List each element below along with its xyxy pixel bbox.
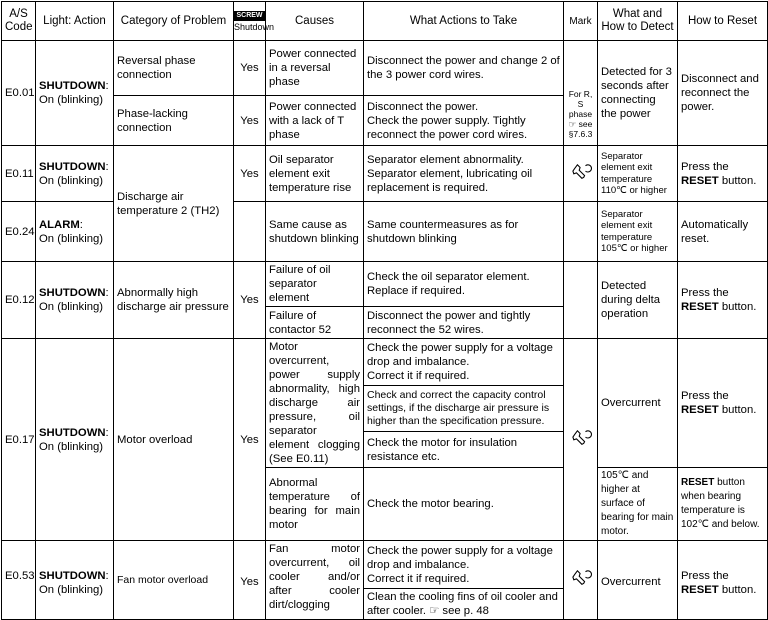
cell-detect: Overcurrent — [598, 339, 678, 468]
light-mode: On (blinking) — [39, 94, 104, 106]
cell-action: Check the oil separator element. Replace if required. — [364, 262, 564, 307]
cell-detect: Detected during delta operation — [598, 262, 678, 339]
cell-code: E0.53 — [2, 541, 36, 620]
cell-code: E0.12 — [2, 262, 36, 339]
header-actions: What Actions to Take — [364, 2, 564, 41]
cell-code: E0.17 — [2, 339, 36, 541]
cell-code: E0.11 — [2, 146, 36, 202]
cell-cause: Oil separator element exit temperature rise — [266, 146, 364, 202]
cell-light: ALARM: On (blinking) — [36, 202, 114, 262]
reset-text: Press the — [681, 390, 729, 402]
wrench-icon — [572, 163, 590, 181]
light-state: ALARM — [39, 218, 80, 231]
cell-mark — [564, 262, 598, 339]
cell-shutdown — [234, 202, 266, 262]
reset-text: button. — [721, 174, 757, 187]
cell-category: Fan motor overload — [114, 541, 234, 620]
cell-reset — [678, 468, 768, 541]
action-text: Correct it if required. — [367, 572, 470, 585]
reset-text: button. — [721, 584, 757, 596]
cell-action: Same countermeasures as for shutdown blinking — [364, 202, 564, 262]
wrench-icon — [572, 569, 590, 587]
header-row — [2, 2, 768, 41]
light-state: SHUTDOWN — [39, 160, 106, 173]
header-detect: What and How to Detect — [598, 2, 678, 41]
cell-light: SHUTDOWN: On (blinking) — [36, 339, 114, 541]
cell-cause: Fan motor overcurrent, oil cooler and/or after cooler dirt/clogging — [266, 541, 364, 620]
cell-mark — [564, 339, 598, 541]
cell-mark-note: For R, S phase ☞ see §7.6.3 — [564, 41, 598, 146]
cell-action: Check and correct the capacity control settings, if the discharge air pressure is higher than the specification pressure. — [364, 386, 564, 432]
cell-reset — [678, 541, 768, 620]
action-text: Check the power supply. Tightly reconnect the power cord wires. — [367, 114, 528, 141]
cell-detect: Overcurrent — [598, 541, 678, 620]
cell-cause: Abnormal temperature of bearing for main motor — [266, 468, 364, 541]
cell-shutdown: Yes — [234, 339, 266, 541]
cell-cause: Same cause as shutdown blinking — [266, 202, 364, 262]
wrench-icon — [572, 429, 590, 447]
light-mode: On (blinking) — [39, 301, 104, 313]
header-causes: Causes — [266, 2, 364, 41]
cell-detect: Separator element exit temperature 110℃ or higher — [598, 146, 678, 202]
reset-key: RESET — [681, 404, 719, 416]
cell-reset — [678, 262, 768, 339]
cell-cause: Failure of oil separator element — [266, 262, 364, 307]
cell-shutdown: Yes — [234, 96, 266, 146]
light-state: SHUTDOWN — [39, 426, 106, 439]
header-shutdown — [234, 2, 275, 41]
header-category: Category of Problem — [114, 2, 234, 41]
cell-action: Disconnect the power and tightly reconnect the 52 wires. — [364, 307, 564, 339]
header-reset: How to Reset — [678, 2, 768, 41]
cell-category: Phase-lacking connection — [114, 96, 234, 146]
header-light: Light: Action — [36, 2, 114, 41]
light-state: SHUTDOWN — [39, 287, 106, 299]
cell-detect: Separator element exit temperature 105℃ or higher — [598, 202, 678, 262]
cell-action: Check the motor bearing. — [364, 468, 564, 541]
cell-cause: Power connected with a lack of T phase — [266, 96, 364, 146]
reset-text: button. — [721, 301, 757, 313]
light-mode: On (blinking) — [39, 232, 104, 245]
cell-shutdown: Yes — [234, 146, 266, 202]
cell-mark — [564, 146, 598, 202]
light-mode: On (blinking) — [39, 440, 104, 453]
cell-code: E0.01 — [2, 41, 36, 146]
light-state: SHUTDOWN — [39, 570, 106, 582]
action-text: Correct it if required. — [367, 370, 470, 383]
table-row — [2, 41, 768, 96]
cell-action — [364, 96, 564, 146]
reset-text: Press the — [681, 160, 729, 173]
cell-cause: Failure of contactor 52 — [266, 307, 364, 339]
cell-mark — [564, 541, 598, 620]
cell-reset — [678, 339, 768, 468]
cell-category: Abnormally high discharge air pressure — [114, 262, 234, 339]
table-row — [2, 262, 768, 307]
cell-cause: Motor overcurrent, power supply abnormality, high discharge air pressure, oil separator element clogging (See E0.11) — [266, 339, 364, 468]
cell-action: Disconnect the power and change 2 of the 3 power cord wires. — [364, 41, 564, 96]
cell-action — [364, 541, 564, 589]
cell-action — [364, 339, 564, 386]
cell-detect: Detected for 3 seconds after connecting the power — [598, 41, 678, 146]
cell-reset: Disconnect and reconnect the power. — [678, 41, 768, 146]
cell-light: SHUTDOWN: On (blinking) — [36, 262, 114, 339]
table-row — [2, 541, 768, 589]
light-state: SHUTDOWN — [39, 80, 106, 92]
cell-detect: 105℃ and higher at surface of bearing for main motor. — [598, 468, 678, 541]
cell-shutdown: Yes — [234, 262, 266, 339]
reset-key: RESET — [681, 584, 719, 596]
action-text: Check the power supply for a voltage drop and imbalance. — [367, 544, 553, 571]
cell-action: Clean the cooling fins of oil cooler and after cooler. ☞ see p. 48 — [364, 589, 564, 620]
cell-cause: Power connected in a reversal phase — [266, 41, 364, 96]
table-row — [2, 146, 768, 202]
table-row — [2, 339, 768, 386]
cell-category: Reversal phase connection — [114, 41, 234, 96]
action-text: Disconnect the power. — [367, 100, 479, 113]
reset-text: Press the — [681, 287, 729, 299]
cell-light: SHUTDOWN: On (blinking) — [36, 541, 114, 620]
cell-code: E0.24 — [2, 202, 36, 262]
cell-shutdown: Yes — [234, 41, 266, 96]
cell-shutdown: Yes — [234, 541, 266, 620]
light-mode: On (blinking) — [39, 174, 104, 187]
header-mark: Mark — [564, 2, 598, 41]
reset-text: button. — [721, 404, 757, 416]
light-mode: On (blinking) — [39, 584, 104, 596]
screw-logo: SCREW — [236, 12, 263, 19]
cell-mark — [564, 202, 598, 262]
cell-reset — [678, 146, 768, 202]
header-code: A/S Code — [2, 2, 36, 41]
cell-action: Separator element abnormality. Separator element, lubricating oil replacement is required. — [364, 146, 564, 202]
cell-category: Motor overload — [114, 339, 234, 541]
alarm-table — [1, 1, 768, 620]
cell-reset: Automatically reset. — [678, 202, 768, 262]
cell-category: Discharge air temperature 2 (TH2) — [114, 146, 234, 262]
reset-key: RESET — [681, 301, 719, 313]
action-text: Check the power supply for a voltage drop and imbalance. — [367, 342, 553, 369]
cell-light: SHUTDOWN: On (blinking) — [36, 41, 114, 146]
reset-text: button when bearing temperature is 102℃ and below. — [681, 477, 760, 530]
reset-key: RESET — [681, 174, 719, 187]
cell-light: SHUTDOWN: On (blinking) — [36, 146, 114, 202]
header-shutdown-label: Shutdown — [234, 22, 275, 32]
cell-action: Check the motor for insulation resistance etc. — [364, 432, 564, 468]
reset-text: Press the — [681, 570, 729, 582]
reset-key: RESET — [681, 477, 715, 488]
